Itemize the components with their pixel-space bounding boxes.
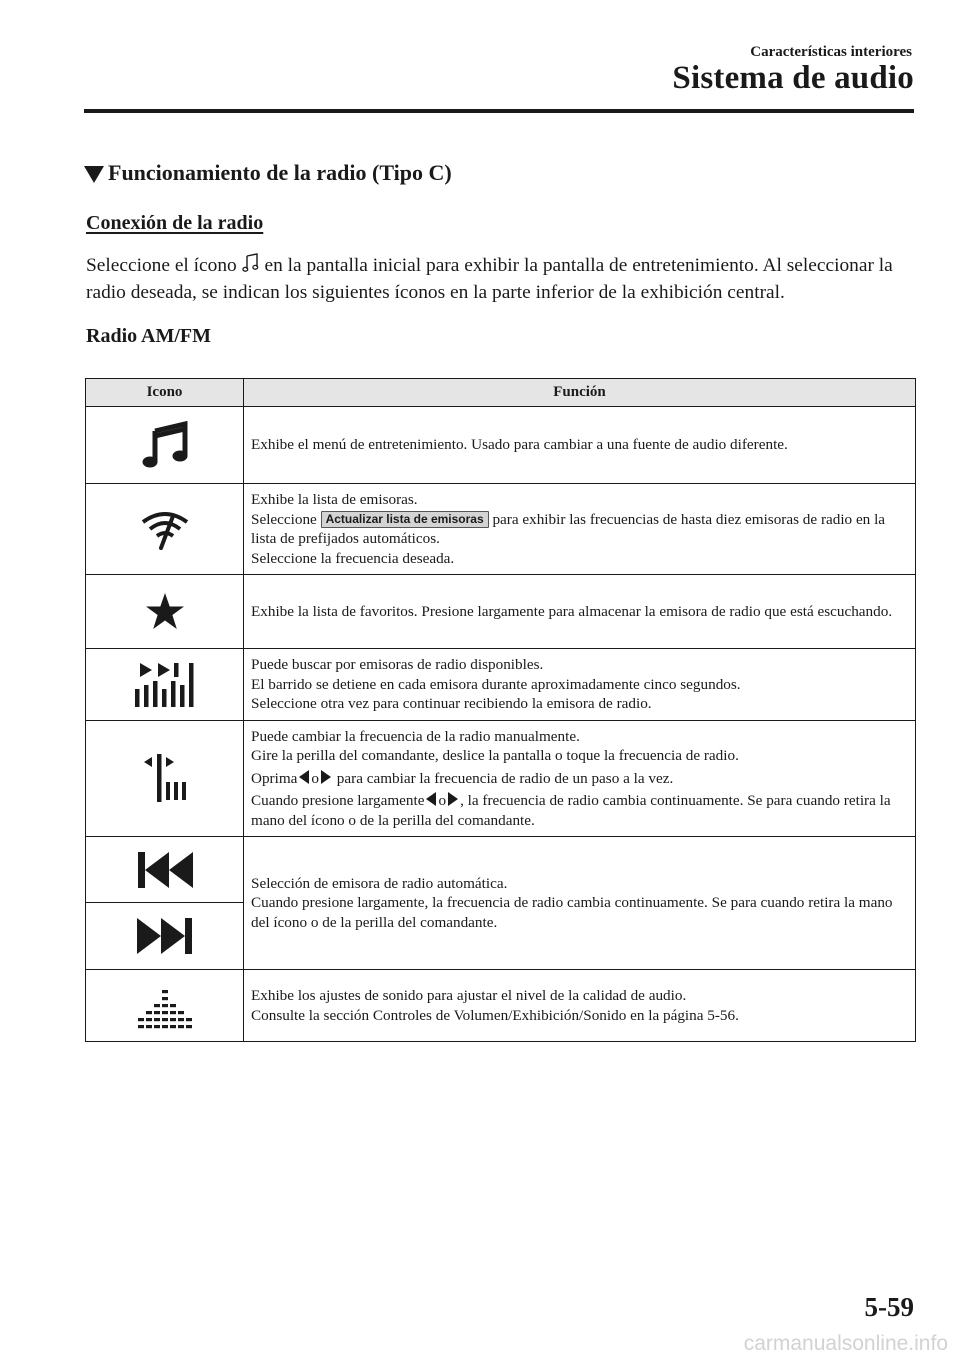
icon-cell (86, 903, 244, 970)
icon-cell (86, 484, 244, 575)
table-row (86, 575, 916, 649)
star-icon (145, 592, 185, 632)
watermark: carmanualsonline.info (743, 1332, 948, 1355)
icon-cell (86, 407, 244, 484)
seek-forward-icon (136, 917, 194, 955)
table-header-row (86, 379, 916, 407)
description-cell: Puede buscar por emisoras de radio disponibles. El barrido se detiene en cada emisora durante aproximadamente cinco segundos. Seleccione otra vez para continuar recibiendo la emisora de radio. (244, 649, 916, 721)
description-cell: Exhibe los ajustes de sonido para ajustar el nivel de la calidad de audio. Consulte la sección Controles de Volumen/Exhibición/Sonido en la página 5-56. (244, 970, 916, 1042)
table-row (86, 484, 916, 575)
seek-back-icon (136, 851, 194, 889)
icon-cell (86, 970, 244, 1042)
description-cell: Selección de emisora de radio automática. Cuando presione largamente, la frecuencia de radio cambia continuamente. Se para cuando retira la mano del ícono o de la perilla del comandante. (244, 837, 916, 970)
description-cell: Exhibe el menú de entretenimiento. Usado para cambiar a una fuente de audio diferente. (244, 407, 916, 484)
section-marker-icon (84, 166, 104, 183)
table-row (86, 837, 916, 903)
icon-cell (86, 837, 244, 903)
table-row (86, 970, 916, 1042)
header-icon: Icono (86, 379, 244, 407)
subsection-title: Conexión de la radio (86, 212, 264, 234)
header-function: Función (244, 379, 916, 407)
music-note-icon (142, 421, 188, 469)
scan-icon (134, 661, 196, 709)
page-header-title: Sistema de audio (672, 60, 914, 96)
equalizer-icon (137, 983, 193, 1029)
intro-text-before: Seleccione el ícono (86, 255, 237, 276)
tune-down-icon (426, 792, 436, 806)
radio-type-label: Radio AM/FM (86, 325, 211, 347)
description-cell: Puede cambiar la frecuencia de la radio manualmente. Gire la perilla del comandante, deslice la pantalla o toque la frecuencia de radio. Oprima o para cambiar la frecuencia de radio de un paso a la vez. Cuando presione largamente o , la frecuencia de radio cambia continuamente. Se para cuando retira la mano del ícono o de la perilla del comandante. (244, 721, 916, 837)
tune-down-icon (299, 770, 309, 784)
tune-up-icon (448, 792, 458, 806)
icon-cell (86, 721, 244, 837)
section-title (84, 160, 452, 186)
icon-cell (86, 575, 244, 649)
table-row (86, 721, 916, 837)
description-cell: Exhibe la lista de emisoras. Seleccione Actualizar lista de emisoras para exhibir las frecuencias de hasta diez emisoras de radio en la lista de prefijados automáticos. Seleccione la frecuencia deseada. (244, 484, 916, 575)
header-divider (84, 109, 914, 113)
chapter-label: Características interiores (750, 44, 912, 60)
section-title-text: Funcionamiento de la radio (Tipo C) (108, 160, 452, 185)
page-number: 5-59 (864, 1292, 914, 1322)
station-list-icon (139, 508, 191, 550)
update-station-list-button: Actualizar lista de emisoras (321, 511, 489, 528)
table-row (86, 649, 916, 721)
manual-tune-icon (142, 754, 188, 804)
tune-up-icon (321, 770, 331, 784)
function-table (85, 378, 916, 1042)
music-note-icon (242, 253, 260, 273)
intro-text-after: en la pantalla inicial para exhibir la pantalla de entretenimiento. Al seleccionar la radio deseada, se indican los siguientes íconos en la parte inferior de la exhibición central. (86, 255, 893, 303)
intro-paragraph (86, 252, 916, 306)
description-cell: Exhibe la lista de favoritos. Presione largamente para almacenar la emisora de radio que está escuchando. (244, 575, 916, 649)
icon-cell (86, 649, 244, 721)
table-row (86, 407, 916, 484)
